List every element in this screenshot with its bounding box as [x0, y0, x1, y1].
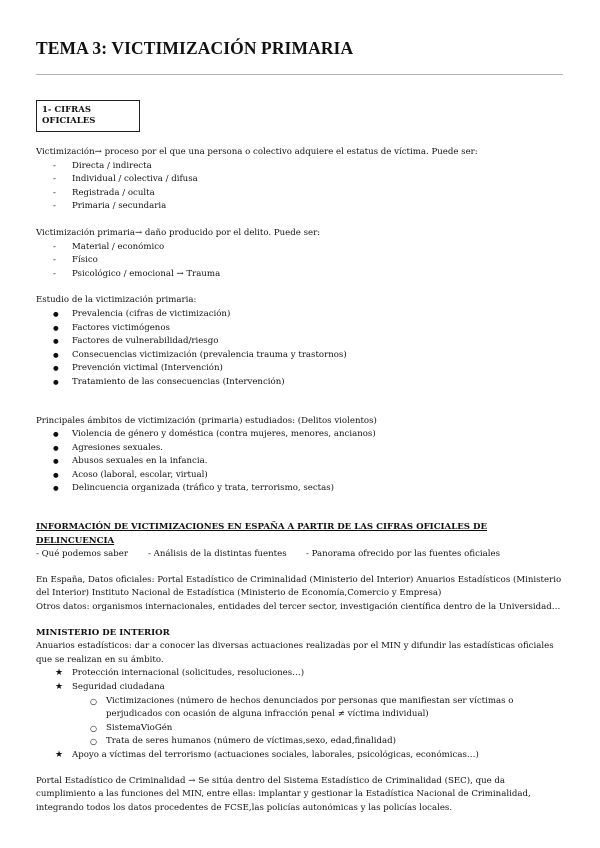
list-item: - Material / económico [36, 241, 566, 255]
col-item: - Análisis de la distintas fuentes [148, 549, 287, 560]
estudio-intro: Estudio de la victimización primaria: [36, 295, 197, 306]
list-item: ● Tratamiento de las consecuencias (Intervención) [36, 376, 566, 390]
list-item: - Físico [36, 254, 566, 268]
portal-text: Portal Estadístico de Criminalidad → Se sitúa dentro del Sistema Estadístico de Criminalidad (SEC), que da cumplimiento a las funciones del MIN, entre ellas: implantar y gestionar la Estadística Nacional de Criminalidad, integrando todos los datos procedentes de FCSE,las policías autonómicas y las policías locales. [36, 775, 531, 813]
section-box [36, 100, 140, 132]
document-body [36, 146, 566, 815]
victimizacion-list [36, 160, 566, 214]
list-item: ● Prevalencia (cifras de victimización) [36, 308, 566, 322]
ministerio-list [36, 667, 566, 694]
seguridad-sublist [36, 695, 566, 749]
title-divider [36, 74, 563, 75]
list-item: ● Abusos sexuales en la infancia. [36, 455, 566, 469]
datos-otros: Otros datos: organismos internacionales, entidades del tercer sector, investigación científica dentro de la Universidad… [36, 602, 561, 613]
list-item: ○ Victimizaciones (número de hechos denunciados por personas que manifiestan ser víctimas o perjudicados con ocasión de alguna infracción penal ≠ víctima individual) [36, 695, 566, 722]
list-item: ● Agresiones sexuales. [36, 442, 566, 456]
list-item: ● Prevención victimal (Intervención) [36, 362, 566, 376]
victimizacion-intro: Victimización→ proceso por el que una persona o colectivo adquiere el estatus de víctima. Puede ser: [36, 147, 478, 157]
list-item: ○ SistemaVioGén [36, 722, 566, 736]
col-item: - Qué podemos saber [36, 549, 128, 560]
list-item: - Registrada / oculta [36, 187, 566, 201]
ambitos-list [36, 428, 566, 496]
ambitos-intro: Principales ámbitos de victimización (primaria) estudiados: (Delitos violentos) [36, 415, 377, 426]
ministerio-list-2 [36, 749, 566, 763]
informacion-heading: INFORMACIÓN DE VICTIMIZACIONES EN ESPAÑA A PARTIR DE LAS CIFRAS OFICIALES DE DELINCUENCIA [36, 522, 488, 546]
list-item: - Primaria / secundaria [36, 200, 566, 214]
list-item: ○ Trata de seres humanos (número de víctimas,sexo, edad,finalidad) [36, 735, 566, 749]
datos-oficiales: En España, Datos oficiales: Portal Estadístico de Criminalidad (Ministerio del Interior) Anuarios Estadísticos (Ministerio del Interior) Instituto Nacional de Estadística (Ministerio de Economía,Comercio y Empresa) [36, 574, 562, 599]
list-item: ● Factores de vulnerabilidad/riesgo [36, 335, 566, 349]
col-item: - Panorama ofrecido por las fuentes oficiales [306, 549, 500, 560]
page-title: TEMA 3: VICTIMIZACIÓN PRIMARIA [36, 38, 354, 58]
vic-primaria-list [36, 241, 566, 282]
list-item: ★ Seguridad ciudadana [36, 681, 566, 695]
estudio-list [36, 308, 566, 390]
list-item: ★ Apoyo a víctimas del terrorismo (actuaciones sociales, laborales, psicológicas, económicas…) [36, 749, 566, 763]
vic-primaria-intro: Victimización primaria→ daño producido por el delito. Puede ser: [36, 227, 321, 238]
list-item: ● Violencia de género y doméstica (contra mujeres, menores, ancianos) [36, 428, 566, 442]
list-item: ● Acoso (laboral, escolar, virtual) [36, 469, 566, 483]
informacion-columns [36, 548, 566, 562]
section-box-line2: OFICIALES [42, 116, 96, 126]
anuarios-text: Anuarios estadísticos: dar a conocer las diversas actuaciones realizadas por el MIN y difundir las estadísticas oficiales que se realizan en su ámbito. [36, 641, 554, 665]
list-item: - Directa / indirecta [36, 160, 566, 174]
section-box-line1: 1- CIFRAS [42, 105, 91, 115]
ministerio-heading: MINISTERIO DE INTERIOR [36, 627, 170, 638]
list-item: - Psicológico / emocional → Trauma [36, 268, 566, 282]
list-item: - Individual / colectiva / difusa [36, 173, 566, 187]
list-item: ● Factores victimógenos [36, 322, 566, 336]
list-item: ● Delincuencia organizada (tráfico y trata, terrorismo, sectas) [36, 482, 566, 496]
list-item: ● Consecuencias victimización (prevalencia trauma y trastornos) [36, 349, 566, 363]
list-item: ★ Protección internacional (solicitudes, resoluciones…) [36, 667, 566, 681]
